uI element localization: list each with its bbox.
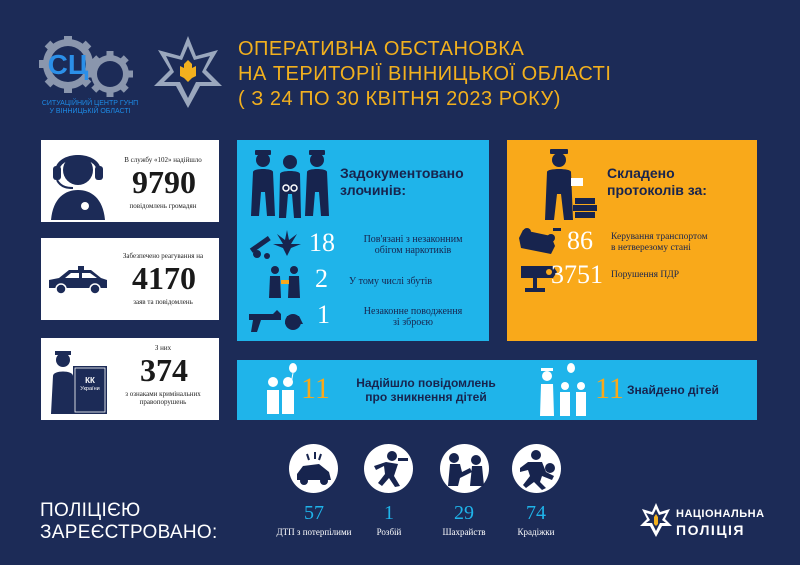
- operator-headset-icon: [47, 144, 109, 220]
- children-bar: [237, 360, 757, 420]
- crimes-of-label: З них: [154, 344, 172, 352]
- missing-children-value: 11: [301, 372, 330, 405]
- robbery-value: 1: [384, 502, 394, 524]
- drug-sale-icon: [267, 264, 303, 298]
- logo-caption: СИТУАЦІЙНИЙ ЦЕНТР ГУНП У ВІННИЦЬКІЙ ОБЛАСТІ: [41, 100, 139, 115]
- situation-center-logo-icon: [38, 36, 138, 98]
- calls-label: В службу «102» надійшло: [124, 156, 202, 164]
- book-label: КК України: [80, 376, 100, 392]
- fraud-icon: [440, 444, 489, 493]
- fraud-label: Шахрайств: [442, 527, 486, 537]
- title-line-3: ( З 24 ПО 30 КВІТНЯ 2023 РОКУ): [238, 88, 561, 110]
- missing-children-icon: [263, 362, 299, 418]
- traffic-violations-label: Порушення ПДР: [611, 270, 680, 280]
- registered-line-1: ПОЛІЦІЄЮ: [40, 500, 141, 521]
- title-line-1: ОПЕРАТИВНА ОБСТАНОВКА: [238, 38, 525, 60]
- weapon-label: Незаконне поводження зі зброєю: [363, 306, 463, 328]
- calls-card: [41, 140, 219, 222]
- response-label: Забезпечено реагування на: [122, 252, 204, 260]
- response-value: 4170: [132, 260, 196, 296]
- drunk-driving-label: Керування транспортом в нетверезому стані: [611, 232, 708, 253]
- crime-panel: [237, 140, 489, 341]
- found-children-label: Знайдено дітей: [627, 383, 719, 397]
- national-police-emblem-icon: [638, 502, 674, 538]
- road-accidents-value: 57: [304, 502, 324, 524]
- calls-value: 9790: [132, 164, 196, 200]
- drugs-value: 18: [309, 228, 335, 257]
- drunk-driving-value: 86: [567, 226, 593, 255]
- drugs-label: Пов'язані з незаконним обігом наркотиків: [363, 234, 463, 256]
- police-star-emblem-icon: [150, 34, 226, 110]
- overturned-car-icon: [517, 226, 563, 256]
- car-crash-icon: [289, 444, 338, 493]
- robbery-icon: [364, 444, 413, 493]
- robbery-label: Розбій: [376, 527, 402, 537]
- drug-sale-label: У тому числі збутів: [349, 276, 433, 287]
- criminal-offences-card: [41, 338, 219, 420]
- crime-panel-title: Задокументовано злочинів:: [340, 165, 464, 198]
- calls-sub: повідомлень громадян: [129, 202, 197, 210]
- thief-icon: [512, 444, 561, 493]
- brand-line-2: ПОЛІЦІЯ: [676, 522, 745, 538]
- weapon-icon: [247, 302, 309, 336]
- crimes-of-value: 374: [140, 352, 188, 388]
- drugs-icon: [247, 226, 309, 260]
- found-children-icon: [537, 362, 593, 418]
- fraud-value: 29: [454, 502, 474, 524]
- police-arrest-icon: [247, 146, 333, 222]
- thefts-label: Крадіжки: [517, 527, 555, 537]
- found-children-value: 11: [595, 372, 624, 405]
- protocols-panel: [507, 140, 757, 341]
- drug-sale-value: 2: [315, 264, 328, 293]
- weapon-value: 1: [317, 300, 330, 329]
- thefts-value: 74: [526, 502, 546, 524]
- title-line-2: НА ТЕРИТОРІЇ ВІННИЦЬКОЇ ОБЛАСТІ: [238, 63, 612, 85]
- police-officer-report-icon: [539, 146, 601, 222]
- missing-children-label: Надійшло повідомлень про зникнення дітей: [356, 376, 496, 404]
- registered-line-2: ЗАРЕЄСТРОВАНО:: [40, 522, 218, 543]
- brand-line-1: НАЦІОНАЛЬНА: [676, 508, 765, 520]
- police-car-icon: [47, 266, 109, 296]
- protocols-panel-title: Складено протоколів за:: [607, 165, 707, 198]
- crimes-of-sub: з ознаками кримінальних правопорушень: [125, 390, 201, 406]
- response-card: [41, 238, 219, 320]
- response-sub: заяв та повідомлень: [133, 298, 193, 306]
- svg-text:СЦ: СЦ: [47, 49, 89, 80]
- road-accidents-label: ДТП з потерпілими: [276, 527, 352, 537]
- traffic-violations-value: 3751: [551, 260, 603, 289]
